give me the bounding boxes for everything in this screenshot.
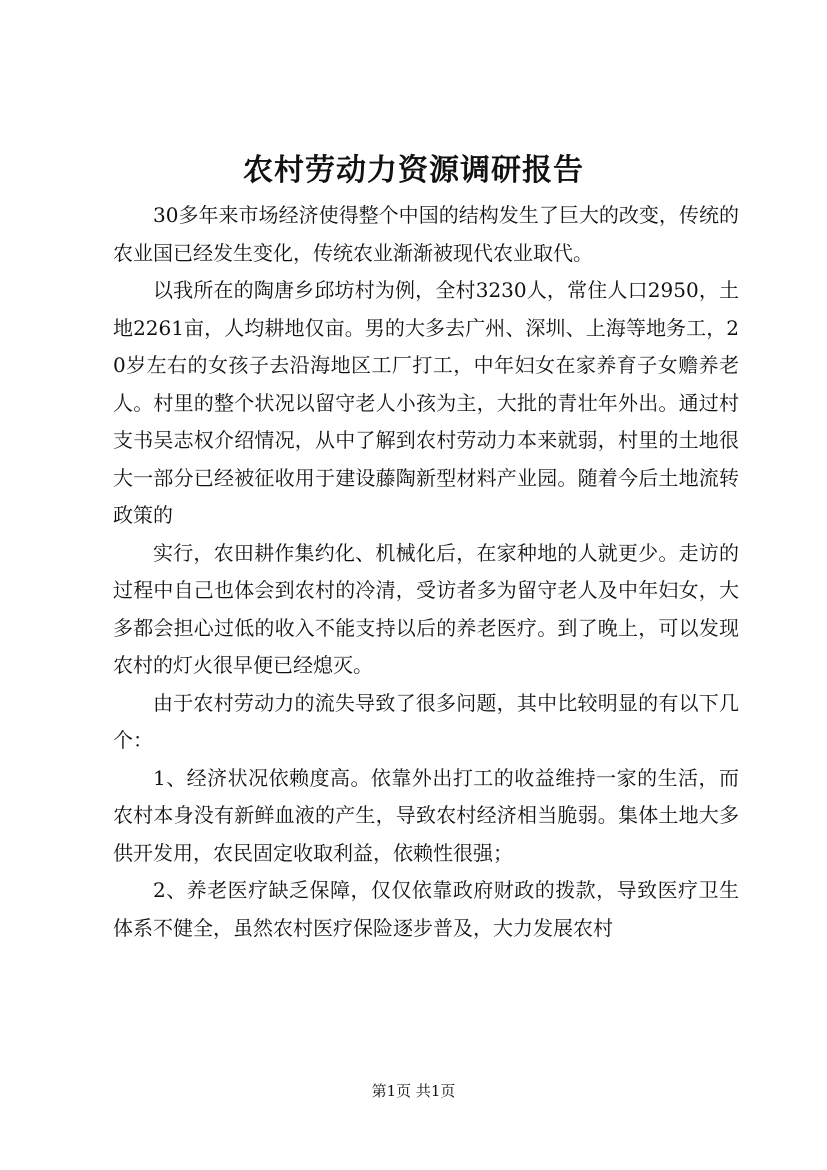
page-footer: 第1页 共1页 bbox=[371, 1082, 456, 1100]
document-title: 农村劳动力资源调研报告 bbox=[243, 153, 584, 188]
paragraph-3: 实行，农田耕作集约化、机械化后，在家种地的人就更少。走访的过程中自己也体会到农村的冷清，受访者多为留守老人及中年妇女，大多都会担心过低的收入不能支持以后的养老医疗。到了晚上，可以发现农村的灯火很早便已经熄灭。 bbox=[113, 540, 739, 677]
paragraph-4: 由于农村劳动力的流失导致了很多问题，其中比较明显的有以下几个： bbox=[113, 690, 739, 752]
paragraph-6: 2、养老医疗缺乏保障，仅仅依靠政府财政的拨款，导致医疗卫生体系不健全，虽然农村医疗保险逐步普及，大力发展农村 bbox=[113, 878, 739, 940]
paragraph-2: 以我所在的陶唐乡邱坊村为例，全村3230人，常住人口2950，土地2261亩，人均耕地仅亩。男的大多去广州、深圳、上海等地务工，20岁左右的女孩子去沿海地区工厂打工，中年妇女在家养育子女赡养老人。村里的整个状况以留守老人小孩为主，大批的青壮年外出。通过村支书吴志权介绍情况，从中了解到农村劳动力本来就弱，村里的土地很大一部分已经被征收用于建设藤陶新型材料产业园。随着今后土地流转政策的 bbox=[113, 278, 739, 527]
paragraph-1: 30多年来市场经济使得整个中国的结构发生了巨大的改变，传统的农业国已经发生变化，传统农业渐渐被现代农业取代。 bbox=[113, 203, 739, 265]
document-body bbox=[113, 197, 739, 947]
paragraph-5: 1、经济状况依赖度高。依靠外出打工的收益维持一家的生活，而农村本身没有新鲜血液的产生，导致农村经济相当脆弱。集体土地大多供开发用，农民固定收取利益，依赖性很强； bbox=[113, 765, 739, 865]
